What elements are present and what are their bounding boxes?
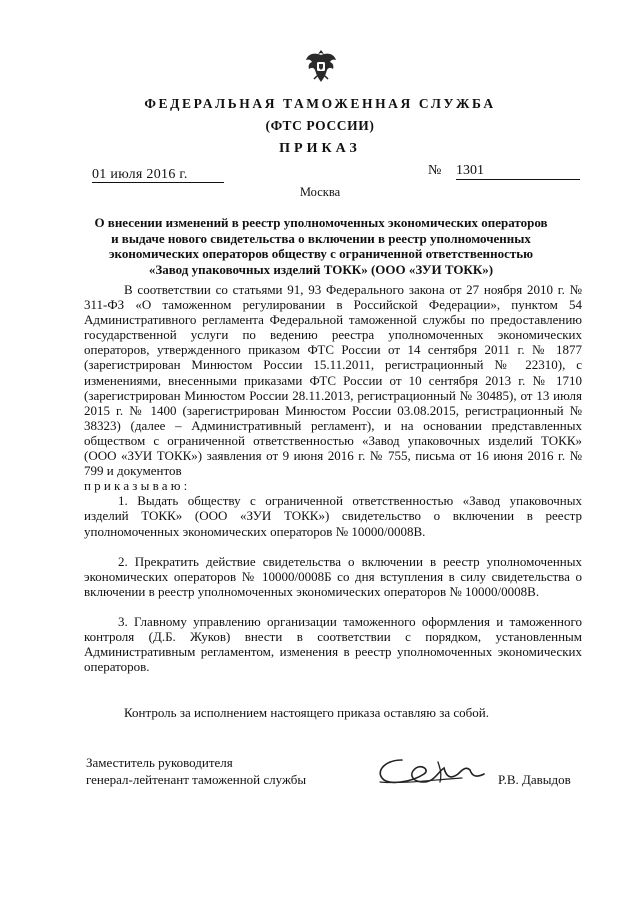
directive-word: приказываю: <box>84 478 191 494</box>
russian-coat-of-arms-icon <box>304 46 338 86</box>
signatory-name: Р.В. Давыдов <box>498 772 571 787</box>
signatory-rank: генерал-лейтенант таможенной службы <box>86 772 307 787</box>
organization-name: ФЕДЕРАЛЬНАЯ ТАМОЖЕННАЯ СЛУЖБА <box>144 96 496 111</box>
order-item: 2. Прекратить действие свидетельства о включении в реестр уполномоченных экономических операторов № 10000/0008Б со дня вступления в силу свидетельства о включении в реестр уполномоченных экономических операторов № 10000/0008В. <box>84 553 582 599</box>
handwritten-signature <box>372 752 490 796</box>
order-date: 01 июля 2016 г. <box>92 167 224 183</box>
city: Москва <box>299 185 341 199</box>
order-item: 1. Выдать обществу с ограниченной ответственностью «Завод упаковочных изделий ТОКК» (ООО «ЗУИ ТОКК») свидетельство о включении в реестр уполномоченных экономических операторов № 10000/0008В. <box>84 493 582 539</box>
order-number: 1301 <box>456 163 580 180</box>
document-type-heading: ПРИКАЗ <box>279 141 361 156</box>
signatory-position: Заместитель руководителя <box>86 755 233 770</box>
order-title: О внесении изменений в реестр уполномоченных экономических операторов и выдаче нового свидетельства о включении в реестр уполномоченных экономических операторов обществу с ограниченной ответственностью «Завод упаковочных изделий ТОКК» (ООО «ЗУИ ТОКК») <box>94 215 548 277</box>
preamble-paragraph: В соответствии со статьями 91, 93 Федерального закона от 27 ноября 2010 г. № 311-ФЗ «О таможенном регулировании в Российской Федерации», пунктом 54 Административного регламента Федеральной таможенной службы по предоставлению государственной услуги по ведению реестра уполномоченных экономических операторов, утвержденного приказом ФТС России от 14 сентября 2011 г. № 1877 (зарегистрирован Минюстом России 15.11.2011, регистрационный № 22310), с изменениями, внесенными приказами ФТС России от 10 сентября 2013 г. № 1710 (зарегистрирован Минюстом России 28.11.2013, регистрационный № 30485), от 13 июля 2015 г. № 1400 (зарегистрирован Минюстом России 03.08.2015, регистрационный № 38323) (далее – Административный регламент), и на основании представленных обществом с ограниченной ответственностью «Завод упаковочных изделий ТОКК» (ООО «ЗУИ ТОКК») заявления от 9 июня 2016 г. № 755, письма от 16 июня 2016 г. № 799 и документов <box>84 282 582 479</box>
order-number-label: № <box>428 163 442 178</box>
order-body <box>84 282 582 674</box>
control-clause: Контроль за исполнением настоящего приказа оставляю за собой. <box>124 705 489 720</box>
order-item: 3. Главному управлению организации таможенного оформления и таможенного контроля (Д.Б. Жуков) внести в соответствии с порядком, установленным Административным регламентом, изменения в реестр уполномоченных экономических операторов. <box>84 613 582 675</box>
organization-abbreviation: (ФТС РОССИИ) <box>265 118 375 133</box>
